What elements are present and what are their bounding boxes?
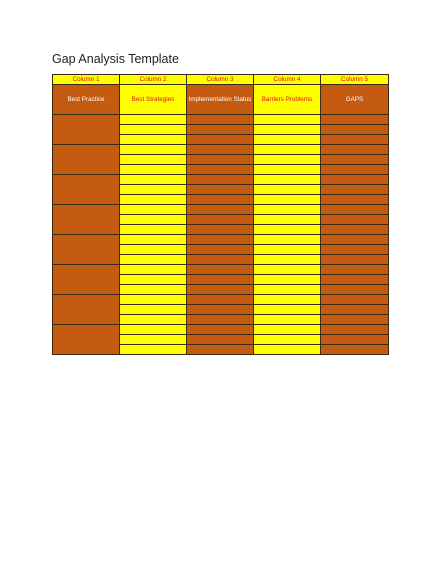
column-label-5: Column 5 — [321, 75, 389, 85]
table-cell-col1[interactable] — [53, 145, 120, 175]
table-cell-col4[interactable] — [254, 345, 321, 355]
table-cell-col3[interactable] — [187, 115, 254, 125]
table-cell-col4[interactable] — [254, 255, 321, 265]
table-cell-col5[interactable] — [321, 165, 389, 175]
table-cell-col4[interactable] — [254, 315, 321, 325]
table-row — [53, 295, 389, 305]
table-cell-col5[interactable] — [321, 115, 389, 125]
table-cell-col3[interactable] — [187, 265, 254, 275]
table-cell-col5[interactable] — [321, 285, 389, 295]
table-cell-col4[interactable] — [254, 205, 321, 215]
table-cell-col5[interactable] — [321, 295, 389, 305]
table-cell-col4[interactable] — [254, 145, 321, 155]
table-row — [53, 205, 389, 215]
table-cell-col5[interactable] — [321, 175, 389, 185]
table-cell-col4[interactable] — [254, 135, 321, 145]
header-row — [53, 85, 389, 115]
table-cell-col5[interactable] — [321, 345, 389, 355]
table-cell-col3[interactable] — [187, 235, 254, 245]
column-label-4: Column 4 — [254, 75, 321, 85]
table-cell-col2[interactable] — [120, 185, 187, 195]
table-cell-col2[interactable] — [120, 245, 187, 255]
table-cell-col5[interactable] — [321, 335, 389, 345]
table-cell-col5[interactable] — [321, 155, 389, 165]
table-cell-col3[interactable] — [187, 275, 254, 285]
table-cell-col5[interactable] — [321, 185, 389, 195]
table-cell-col2[interactable] — [120, 195, 187, 205]
header-implementation-status: Implementation Status — [187, 85, 254, 115]
table-row — [53, 235, 389, 245]
table-cell-col3[interactable] — [187, 145, 254, 155]
table-cell-col2[interactable] — [120, 215, 187, 225]
table-cell-col5[interactable] — [321, 325, 389, 335]
table-cell-col4[interactable] — [254, 245, 321, 255]
table-cell-col2[interactable] — [120, 335, 187, 345]
table-cell-col5[interactable] — [321, 205, 389, 215]
table-row — [53, 115, 389, 125]
table-cell-col4[interactable] — [254, 265, 321, 275]
table-cell-col5[interactable] — [321, 245, 389, 255]
gap-analysis-table — [52, 74, 389, 355]
header-best-strategies: Best Strategies — [120, 85, 187, 115]
table-cell-col2[interactable] — [120, 145, 187, 155]
table-cell-col2[interactable] — [120, 325, 187, 335]
table-cell-col4[interactable] — [254, 235, 321, 245]
column-label-1: Column 1 — [53, 75, 120, 85]
document-title: Gap Analysis Template — [52, 52, 179, 66]
table-cell-col4[interactable] — [254, 295, 321, 305]
table-cell-col4[interactable] — [254, 275, 321, 285]
table-cell-col4[interactable] — [254, 325, 321, 335]
table-cell-col3[interactable] — [187, 165, 254, 175]
table-cell-col4[interactable] — [254, 125, 321, 135]
table-cell-col3[interactable] — [187, 255, 254, 265]
table-cell-col3[interactable] — [187, 185, 254, 195]
table-cell-col3[interactable] — [187, 135, 254, 145]
table-cell-col4[interactable] — [254, 155, 321, 165]
table-cell-col2[interactable] — [120, 135, 187, 145]
table-cell-col3[interactable] — [187, 245, 254, 255]
column-label-3: Column 3 — [187, 75, 254, 85]
table-cell-col2[interactable] — [120, 265, 187, 275]
table-cell-col2[interactable] — [120, 315, 187, 325]
table-cell-col5[interactable] — [321, 305, 389, 315]
table-cell-col2[interactable] — [120, 255, 187, 265]
header-best-practice: Best Practice — [53, 85, 120, 115]
table-cell-col1[interactable] — [53, 325, 120, 355]
table-cell-col3[interactable] — [187, 285, 254, 295]
table-cell-col5[interactable] — [321, 135, 389, 145]
table-cell-col2[interactable] — [120, 155, 187, 165]
table-cell-col3[interactable] — [187, 295, 254, 305]
table-cell-col2[interactable] — [120, 305, 187, 315]
table-cell-col3[interactable] — [187, 335, 254, 345]
table-row — [53, 265, 389, 275]
table-cell-col2[interactable] — [120, 275, 187, 285]
table-cell-col5[interactable] — [321, 125, 389, 135]
table-cell-col2[interactable] — [120, 175, 187, 185]
table-cell-col4[interactable] — [254, 285, 321, 295]
table-cell-col1[interactable] — [53, 205, 120, 235]
table-cell-col2[interactable] — [120, 165, 187, 175]
table-cell-col5[interactable] — [321, 235, 389, 245]
table-cell-col5[interactable] — [321, 275, 389, 285]
table-cell-col4[interactable] — [254, 185, 321, 195]
table-cell-col3[interactable] — [187, 305, 254, 315]
table-cell-col5[interactable] — [321, 265, 389, 275]
table-cell-col4[interactable] — [254, 335, 321, 345]
table-cell-col1[interactable] — [53, 265, 120, 295]
table-cell-col1[interactable] — [53, 115, 120, 145]
table-cell-col3[interactable] — [187, 215, 254, 225]
table-cell-col3[interactable] — [187, 195, 254, 205]
table-cell-col5[interactable] — [321, 315, 389, 325]
table-cell-col3[interactable] — [187, 315, 254, 325]
table-cell-col4[interactable] — [254, 215, 321, 225]
table-cell-col3[interactable] — [187, 325, 254, 335]
table-cell-col5[interactable] — [321, 195, 389, 205]
table-cell-col3[interactable] — [187, 155, 254, 165]
table-cell-col3[interactable] — [187, 205, 254, 215]
table-cell-col2[interactable] — [120, 115, 187, 125]
table-cell-col2[interactable] — [120, 295, 187, 305]
column-label-row — [53, 75, 389, 85]
table-cell-col2[interactable] — [120, 235, 187, 245]
header-gaps: GAPS — [321, 85, 389, 115]
table-cell-col4[interactable] — [254, 115, 321, 125]
table-cell-col1[interactable] — [53, 235, 120, 265]
table-cell-col3[interactable] — [187, 345, 254, 355]
table-cell-col1[interactable] — [53, 295, 120, 325]
table-row — [53, 325, 389, 335]
table-cell-col5[interactable] — [321, 255, 389, 265]
table-cell-col4[interactable] — [254, 175, 321, 185]
table-cell-col3[interactable] — [187, 125, 254, 135]
table-cell-col2[interactable] — [120, 205, 187, 215]
header-barriers-problems: Barriers Problems — [254, 85, 321, 115]
table-cell-col4[interactable] — [254, 195, 321, 205]
table-cell-col5[interactable] — [321, 215, 389, 225]
table-cell-col3[interactable] — [187, 225, 254, 235]
table-cell-col5[interactable] — [321, 145, 389, 155]
table-cell-col5[interactable] — [321, 225, 389, 235]
table-cell-col2[interactable] — [120, 125, 187, 135]
table-cell-col4[interactable] — [254, 165, 321, 175]
table-cell-col1[interactable] — [53, 175, 120, 205]
table-cell-col2[interactable] — [120, 225, 187, 235]
table-row — [53, 175, 389, 185]
table-cell-col4[interactable] — [254, 225, 321, 235]
table-row — [53, 145, 389, 155]
column-label-2: Column 2 — [120, 75, 187, 85]
table-cell-col3[interactable] — [187, 175, 254, 185]
table-cell-col2[interactable] — [120, 285, 187, 295]
table-cell-col2[interactable] — [120, 345, 187, 355]
table-cell-col4[interactable] — [254, 305, 321, 315]
